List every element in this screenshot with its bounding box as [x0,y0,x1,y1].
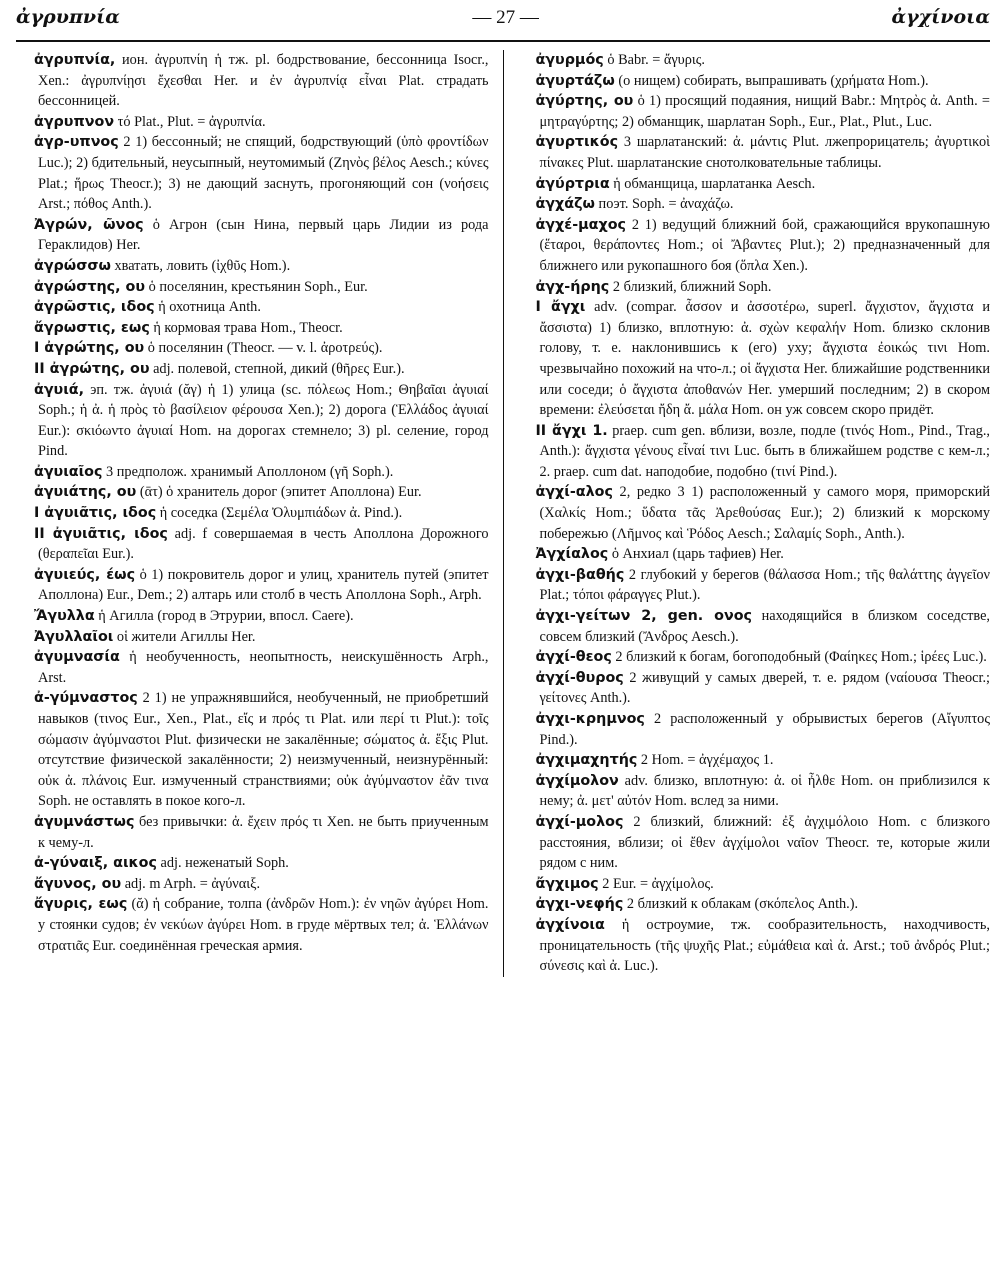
entry-definition: 2 расположенный у обрывистых берегов (Αἴγυπτος Pind.). [539,711,990,748]
dictionary-entry [517,771,990,812]
entry-definition: ἡ необученность, неопытность, неискушённость Arph., Arst. [38,649,489,686]
entry-headword: II ἀγυιᾶτις, ιδος [34,525,168,542]
dictionary-entry [517,565,990,606]
left-column [16,50,489,977]
running-head [16,6,990,40]
entry-headword: ἀγχέ-μαχος [535,216,627,233]
dictionary-entry [16,482,489,503]
entry-definition: 2, редко 3 1) расположенный у самого моря, приморский (Χαλκίς Hom.; ὕδατα τᾶς Ἀρεθούσας Eur.); 2) близкий к морскому побережью (Λῆμνος καὶ Ῥόδος Aesch.; Σαλαμίς Soph., Anth.). [539,484,990,542]
entry-definition: ἡ охотница Anth. [154,299,261,316]
entry-definition: praep. cum gen. вблизи, возле, подле (τινός Hom., Pind., Trag., Anth.): ἄγχιστα γένους εἶναί τινι Luc. быть в ближайшем родстве с кем-л.; 2. praep. cum dat. наподобие, подобно (τινί Pind.). [539,422,991,480]
entry-definition: (ᾰ) ἡ собрание, толпа (ἀνδρῶν Hom.): ἐν νηῶν ἀγύρει Hom. у стоянки судов; ἐν νεκύων ἀγύρει Hom. в груде мёртвых тел; ἀ. Ἑλλάνων στρατιᾶς Eur. соединённая греческая армия. [38,896,489,954]
entry-definition: 2 близкий к богам, богоподобный (Φαίηκες Hom.; ἱρέες Luc.). [611,649,987,666]
dictionary-entry [16,277,489,298]
entry-headword: ἀγυρτικός [535,134,619,151]
entry-definition: adj. полевой, степной, дикий (θῆρες Eur.). [149,360,405,377]
entry-definition: ὁ 1) покровитель дорог и улиц, хранитель путей (эпитет Аполлона) Eur., Dem.; 2) алтарь или столб в честь Аполлона Soph., Arph. [38,566,489,604]
entry-definition: ἡ кормовая трава Hom., Theocr. [149,319,343,336]
dictionary-entry [16,853,489,874]
entry-headword: ἀγρ-υπνος [34,134,119,151]
dictionary-entry [16,894,489,956]
columns [16,50,990,977]
dictionary-entry [517,50,990,71]
entry-headword: I ἀγρώτης, ου [34,340,145,357]
dictionary-entry [16,606,489,627]
entry-headword: Ἄγυλλα [34,608,95,625]
entry-definition: 2 близкий, ближний Soph. [609,278,772,295]
dictionary-entry [517,874,990,895]
entry-headword: ἀγχί-θυρος [535,669,624,686]
column-divider [503,50,504,977]
entry-definition: поэт. Soph. = ἀναχάζω. [594,196,734,213]
dictionary-entry [517,174,990,195]
dictionary-entry [16,132,489,214]
entry-definition: τό Plat., Plut. = ἀγρυπνία. [114,113,266,130]
entry-definition: (о нищем) собирать, выпрашивать (χρήματα Hom.). [614,72,929,89]
entry-headword: ἀγυιάτης, ου [34,484,137,501]
entry-definition: ὁ поселянин (Theocr. — v. l. ἀροτρεύς). [144,340,383,357]
entry-headword: ἀγρῶστις, ιδος [34,299,155,316]
entry-definition: 2 близкий, ближний: ἐξ ἀγχιμόλοιο Hom. с близкого расстояния, вблизи; οἱ ἔθεν ἀγχίμολοι ναῖον Theocr. те, которые жили рядом с ним. [539,813,990,872]
entry-headword: ἀγρυπνία, [34,52,116,68]
dictionary-entry [517,132,990,173]
dictionary-entry [16,524,489,565]
dictionary-entry [16,256,489,277]
entry-headword: II ἄγχι 1. [535,422,608,439]
entry-headword: ἀγχί-θεος [535,649,612,666]
dictionary-entry [517,894,990,915]
entry-definition: adv. (compar. ἆσσον и ἀσσοτέρω, superl. ἄγχιστον, ἄγχιστα и ἄσσιστα) 1) близко, вплотную: ἀ. σχὼν κεφαλήν Hom. близко склонив голову, т. е. наклонившись к (его) уху; ἄγχιστα ἐοικώς τινι Hom. чрезвычайно похожий на что-л.; οἱ ἄγχιστα Her. ближайшие родственники или соседи; ὁ ἄγχιστα ἀποθανών Her. умерший последним; 2) в скором времени: ἐλεύσεται ἤδη ἄ. μάλα Hom. он уж совсем скоро придёт. [539,299,990,419]
entry-headword: ἀγχίνοια [535,916,605,933]
entry-definition: 2 1) не упражнявшийся, необученный, не приобретший навыков (τινος Eur., Xen., Plat., εἴς и πρός τι Plat. или περί τι Plut.): τοῖς σώμασιν ἀγύμναστοι Plut. физически не закалённые; σώματος ἀ. ἕξις Plut. отсутствие физической закалённости; 2) неизмученный, неизнурённый: οὐκ ἀ. πλάνοις Eur. измученный странствиями; οὐκ ἀγύμναστον ἐᾶν τινα Soph. не оставлять в покое кого-л. [38,690,489,810]
dictionary-entry [517,544,990,565]
entry-definition: ион. ἀγρυπνίη ἡ тж. pl. бодрствование, бессонница Isocr., Xen.: ἀγρυπνίῃσι ἔχεσθαι Her. и ἐν ἀγρυπνίᾳ εἶναι Plat. страдать бессонницей. [38,52,489,110]
entry-definition: adj. f совершаемая в честь Аполлона Дорожного (θεραπεῖαι Eur.). [38,525,489,563]
entry-headword: ἀγχί-μολος [535,813,624,830]
entry-definition: ἡ обманщица, шарлатанка Aesch. [609,175,816,192]
entry-headword: ἄγρωστις, εως [34,319,150,336]
entry-headword: I ἄγχι [535,299,586,316]
dictionary-entry [16,462,489,483]
entry-headword: ἀγρυπνον [34,113,115,130]
entry-headword: II ἀγρώτης, ου [34,360,150,377]
right-guide-word: ἀγχίνοια [891,6,990,28]
entry-definition: 2 Eur. = ἀγχίμολος. [598,875,714,892]
dictionary-entry [517,482,990,544]
entry-headword: ἀγυρτάζω [535,72,615,89]
entry-definition: находящийся в близком соседстве, совсем близкий (Ἄνδρος Aesch.). [539,608,990,645]
entry-definition: ὁ поселянин, крестьянин Soph., Eur. [145,278,368,295]
entry-definition: 2 1) ведущий ближний бой, сражающийся врукопашную (ἕταροι, θεράποντες Hom.; οἱ Ἄβαντες Plut.); 2) предназначенный для ближнего или рукопашного боя (ὅπλα Xen.). [539,216,990,274]
entry-definition: 3 предполож. хранимый Аполлоном (γῆ Soph.). [102,463,394,480]
dictionary-entry [517,277,990,298]
left-guide-word: ἀγρυπνία [16,6,120,28]
entry-definition: ἡ соседка (Σεμέλα Ὀλυμπιάδων ἀ. Pind.). [156,505,403,522]
entry-definition: ὁ Babr. = ἄγυρις. [603,52,705,68]
dictionary-entry [16,359,489,380]
entry-definition: 2 близкий к облакам (σκόπελος Anth.). [623,896,859,913]
entry-headword: I ἀγυιᾶτις, ιδος [34,505,157,522]
entry-headword: ἀγχι-νεφής [535,896,624,913]
entry-headword: ἀγχ-ήρης [535,278,610,295]
dictionary-entry [16,874,489,895]
entry-definition: adv. близко, вплотную: ἀ. οἱ ἦλθε Hom. он приблизился к нему; ἀ. μετ' αὐτόν Hom. вслед за ними. [539,772,990,810]
dictionary-entry [517,606,990,647]
entry-definition: ἡ Агилла (город в Этрурии, впосл. Caere). [94,608,354,625]
entry-headword: ἀγχι-κρημνος [535,711,645,727]
entry-definition: 2 Hom. = ἀγχέμαχος 1. [637,752,774,769]
dictionary-entry [16,50,489,112]
entry-headword: ἀγυρμός [535,52,604,68]
dictionary-entry [16,647,489,688]
dictionary-entry [517,194,990,215]
entry-definition: adj. m Arph. = ἀγύναιξ. [121,875,261,892]
dictionary-entry [517,71,990,92]
page-number: — 27 — [472,7,539,28]
entry-headword: ἄγυρις, εως [34,896,128,913]
dictionary-entry [517,215,990,277]
entry-headword: ἀγχάζω [535,196,595,213]
entry-headword: ἀγχίμολον [535,772,619,789]
entry-definition: без привычки: ἀ. ἔχειν πρός τι Xen. не быть приученным к чему-л. [38,813,489,851]
entry-headword: ἀγχι-βαθής [535,566,625,583]
dictionary-entry [517,647,990,668]
entry-definition: ὁ 1) просящий подаяния, нищий Babr.: Μητρὸς ἀ. Anth. = μητραγύρτης; 2) обманщик, шарлатан Soph., Eur., Plat., Plut., Luc. [539,93,990,130]
dictionary-entry [16,380,489,462]
dictionary-entry [16,627,489,648]
entry-headword: ἀγύρτρια [535,175,610,192]
entry-headword: ἀγχι-γείτων 2, gen. ονος [535,608,753,625]
entry-headword: ἀγύρτης, ου [535,93,634,110]
entry-definition: ὁ Агрон (сын Нина, первый царь Лидии из рода Гераклидов) Her. [38,216,489,254]
entry-headword: ἀγχί-αλος [535,484,613,501]
entry-headword: ἀγυιά, [34,381,85,398]
entry-headword: ἀ-γύμναστος [34,690,138,707]
entry-definition: эп. тж. ἀγυιά (ᾰγ) ἡ 1) улица (sc. πόλεως Hom.; Θηβαῖαι ἀγυιαί Soph.; ἡ ἀ. ἡ πρὸς τὸ βασίλειον φέρουσα Xen.); 2) дорога (Ἑλλάδος ἀγυιαί Eur.): σκιόωντο ἀγυιαί Hom. на дорогах стемнело; 3) pl. селение, город Pind. [38,381,489,460]
dictionary-entry [16,112,489,133]
entry-headword: Ἀγυλλαῖοι [34,628,114,645]
entry-definition: хватать, ловить (ἰχθῦς Hom.). [110,257,291,274]
entry-headword: ἀγρώσσω [34,257,111,274]
entry-headword: ἀγχιμαχητής [535,752,638,769]
entry-headword: ἀγυμνασία [34,649,120,666]
dictionary-entry [16,215,489,256]
dictionary-entry [517,812,990,874]
entry-headword: Ἀγχίαλος [535,546,609,563]
dictionary-entry [517,915,990,977]
entry-headword: ἄγυνος, ου [34,875,122,892]
entry-definition: ἡ остроумие, тж. сообразительность, находчивость, проницательность (τῆς ψυχῆς Plat.; εὐμάθεια καὶ ἀ. Arst.; τοῦ ἀνδρός Plut.; σύνεσις καὶ ἀ. Luc.). [539,916,990,975]
dictionary-entry [517,750,990,771]
dictionary-entry [517,297,990,421]
entry-definition: adj. неженатый Soph. [156,855,289,872]
entry-headword: ἀγρώστης, ου [34,278,146,295]
entry-definition: (ᾱτ) ὁ хранитель дорог (эпитет Аполлона) Eur. [136,484,422,501]
dictionary-entry [16,812,489,853]
entry-headword: ἀ-γύναιξ, αικος [34,855,157,872]
dictionary-entry [517,421,990,483]
entry-headword: ἀγυμνάστως [34,813,135,830]
entry-definition: 2 живущий у самых дверей, т. е. рядом (ναίουσα Theocr.; γείτονες Anth.). [539,669,990,707]
entry-headword: Ἀγρών, ῶνος [34,216,144,233]
entry-headword: ἀγυιεύς, έως [34,566,136,583]
entry-headword: ἄγχιμος [535,875,599,892]
dictionary-entry [517,709,990,750]
dictionary-entry [16,565,489,606]
dictionary-entry [517,91,990,132]
entry-definition: 2 глубокий у берегов (θάλασσα Hom.; τῆς θαλάττης ἀγγεῖον Plat.; τόποι φάραγγες Plut.). [539,566,990,604]
dictionary-entry [16,338,489,359]
dictionary-entry [16,297,489,318]
entry-definition: οἱ жители Агиллы Her. [113,628,256,645]
dictionary-entry [517,668,990,709]
entry-headword: ἀγυιαῖος [34,463,103,480]
dictionary-entry [16,318,489,339]
entry-definition: ὁ Анхиал (царь тафиев) Her. [608,546,784,563]
right-column [517,50,990,977]
header-rule [16,40,990,42]
entry-definition: 2 1) бессонный; не спящий, бодрствующий (ὑπὸ φροντίδων Luc.); 2) бдительный, неусыпный, неутомимый (Ζηνὸς βέλος Aesch.; κύνες Plat.; ἥρως Theocr.); 3) не дающий заснуть, прогоняющий сон (νοήσεις Arst.; πόθος Anth.). [38,134,489,213]
dictionary-entry [16,503,489,524]
dictionary-entry [16,688,489,812]
entry-definition: 3 шарлатанский: ἀ. μάντις Plut. лжепрорицатель; ἀγυρτικοὶ πίνακες Plut. шарлатанские снотолковательные таблицы. [539,134,990,171]
